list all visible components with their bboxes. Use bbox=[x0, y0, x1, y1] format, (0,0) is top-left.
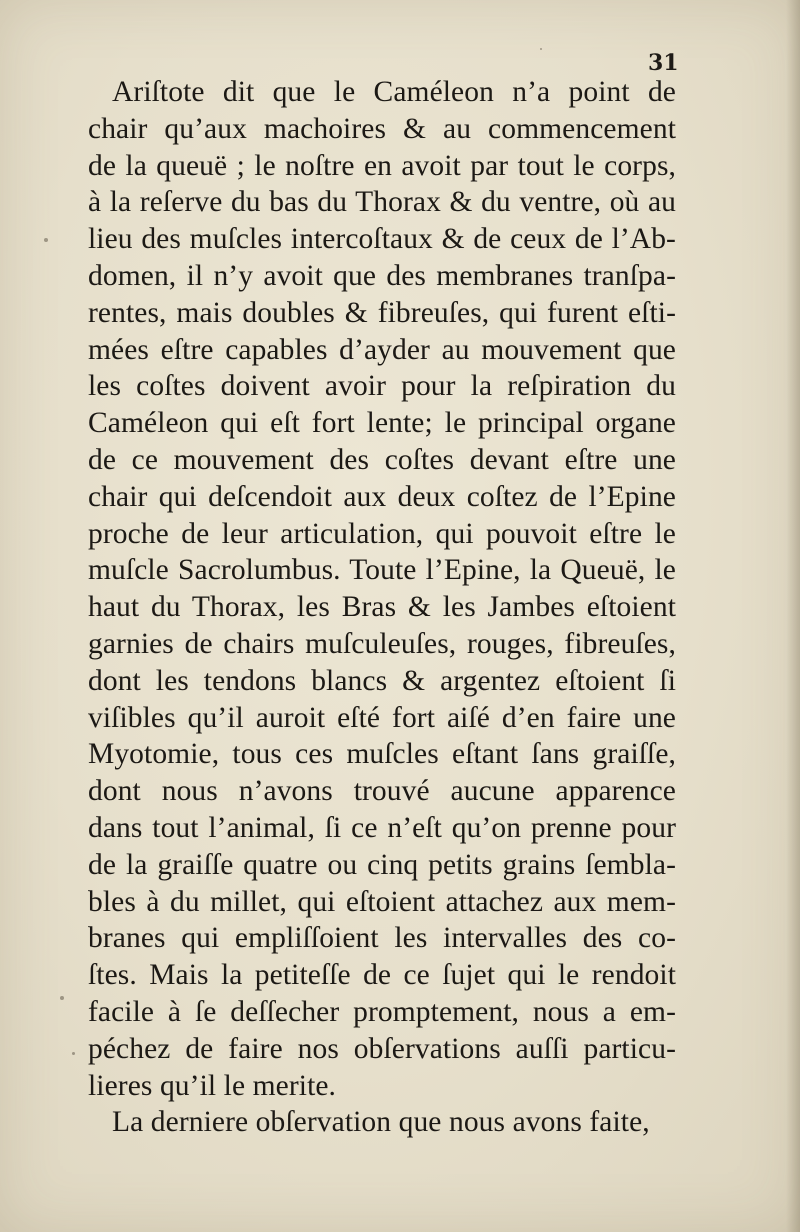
text-line: Caméleon qui eſt fort lente; le principal organe bbox=[88, 407, 676, 440]
text-line: de ce mouvement des coſtes devant eſtre une bbox=[88, 443, 676, 476]
text-line: chair qui deſcendoit aux deux coſtez de l’Epine bbox=[88, 480, 676, 513]
text-line: les coſtes doivent avoir pour la reſpiration du bbox=[88, 370, 676, 403]
text-line: à la reſerve du bas du Thorax & du ventre, où au bbox=[88, 186, 676, 219]
page-gutter-shadow bbox=[786, 0, 800, 1232]
text-line: branes qui empliſſoient les intervalles des co- bbox=[88, 922, 676, 955]
text-line: facile à ſe deſſecher promptement, nous a em- bbox=[88, 995, 676, 1028]
text-line: Ariſtote dit que le Caméleon n’a point de bbox=[112, 76, 676, 108]
text-line: bles à du millet, qui eſtoient attachez aux mem- bbox=[88, 885, 676, 918]
text-line: rentes, mais doubles & fibreuſes, qui furent eſti- bbox=[88, 296, 676, 329]
text-line: ſtes. Mais la petiteſſe de ce ſujet qui le rendoit bbox=[88, 959, 676, 992]
paper-speck bbox=[60, 996, 64, 1000]
text-line: de la queuë ; le noſtre en avoit par tout le corps, bbox=[88, 149, 676, 182]
text-line: lieres qu’il le merite. bbox=[88, 1069, 337, 1102]
text-line: muſcle Sacrolumbus. Toute l’Epine, la Queuë, le bbox=[88, 554, 676, 587]
text-line: domen, il n’y avoit que des membranes tranſpa- bbox=[88, 259, 676, 292]
text-line: lieu des muſcles intercoſtaux & de ceux de l’Ab- bbox=[88, 223, 676, 256]
paper-speck bbox=[44, 238, 48, 242]
paper-speck bbox=[72, 1052, 75, 1055]
text-line: viſibles qu’il auroit eſté fort aiſé d’en faire une bbox=[88, 701, 676, 734]
text-line: La derniere obſervation que nous avons faite, bbox=[112, 1106, 650, 1139]
page-number: 31 bbox=[648, 50, 679, 76]
text-line: de la graiſſe quatre ou cinq petits grains ſembla- bbox=[88, 848, 676, 881]
text-line: mées eſtre capables d’ayder au mouvement que bbox=[88, 333, 676, 366]
text-line: proche de leur articulation, qui pouvoit eſtre le bbox=[88, 517, 676, 550]
text-line: garnies de chairs muſculeuſes, rouges, fibreuſes, bbox=[88, 627, 676, 660]
text-line: dans tout l’animal, ſi ce n’eſt qu’on prenne pour bbox=[88, 811, 676, 844]
paper-speck bbox=[540, 48, 542, 50]
text-line: haut du Thorax, les Bras & les Jambes eſtoient bbox=[88, 591, 676, 624]
text-line: dont nous n’avons trouvé aucune apparence bbox=[88, 775, 676, 808]
text-line: dont les tendons blancs & argentez eſtoient ſi bbox=[88, 664, 676, 697]
text-line: Myotomie, tous ces muſcles eſtant ſans graiſſe, bbox=[88, 738, 676, 771]
body-text bbox=[88, 74, 676, 1141]
text-line: chair qu’aux machoires & au commencement bbox=[88, 112, 676, 145]
text-line: péchez de faire nos obſervations auſſi particu- bbox=[88, 1032, 676, 1065]
